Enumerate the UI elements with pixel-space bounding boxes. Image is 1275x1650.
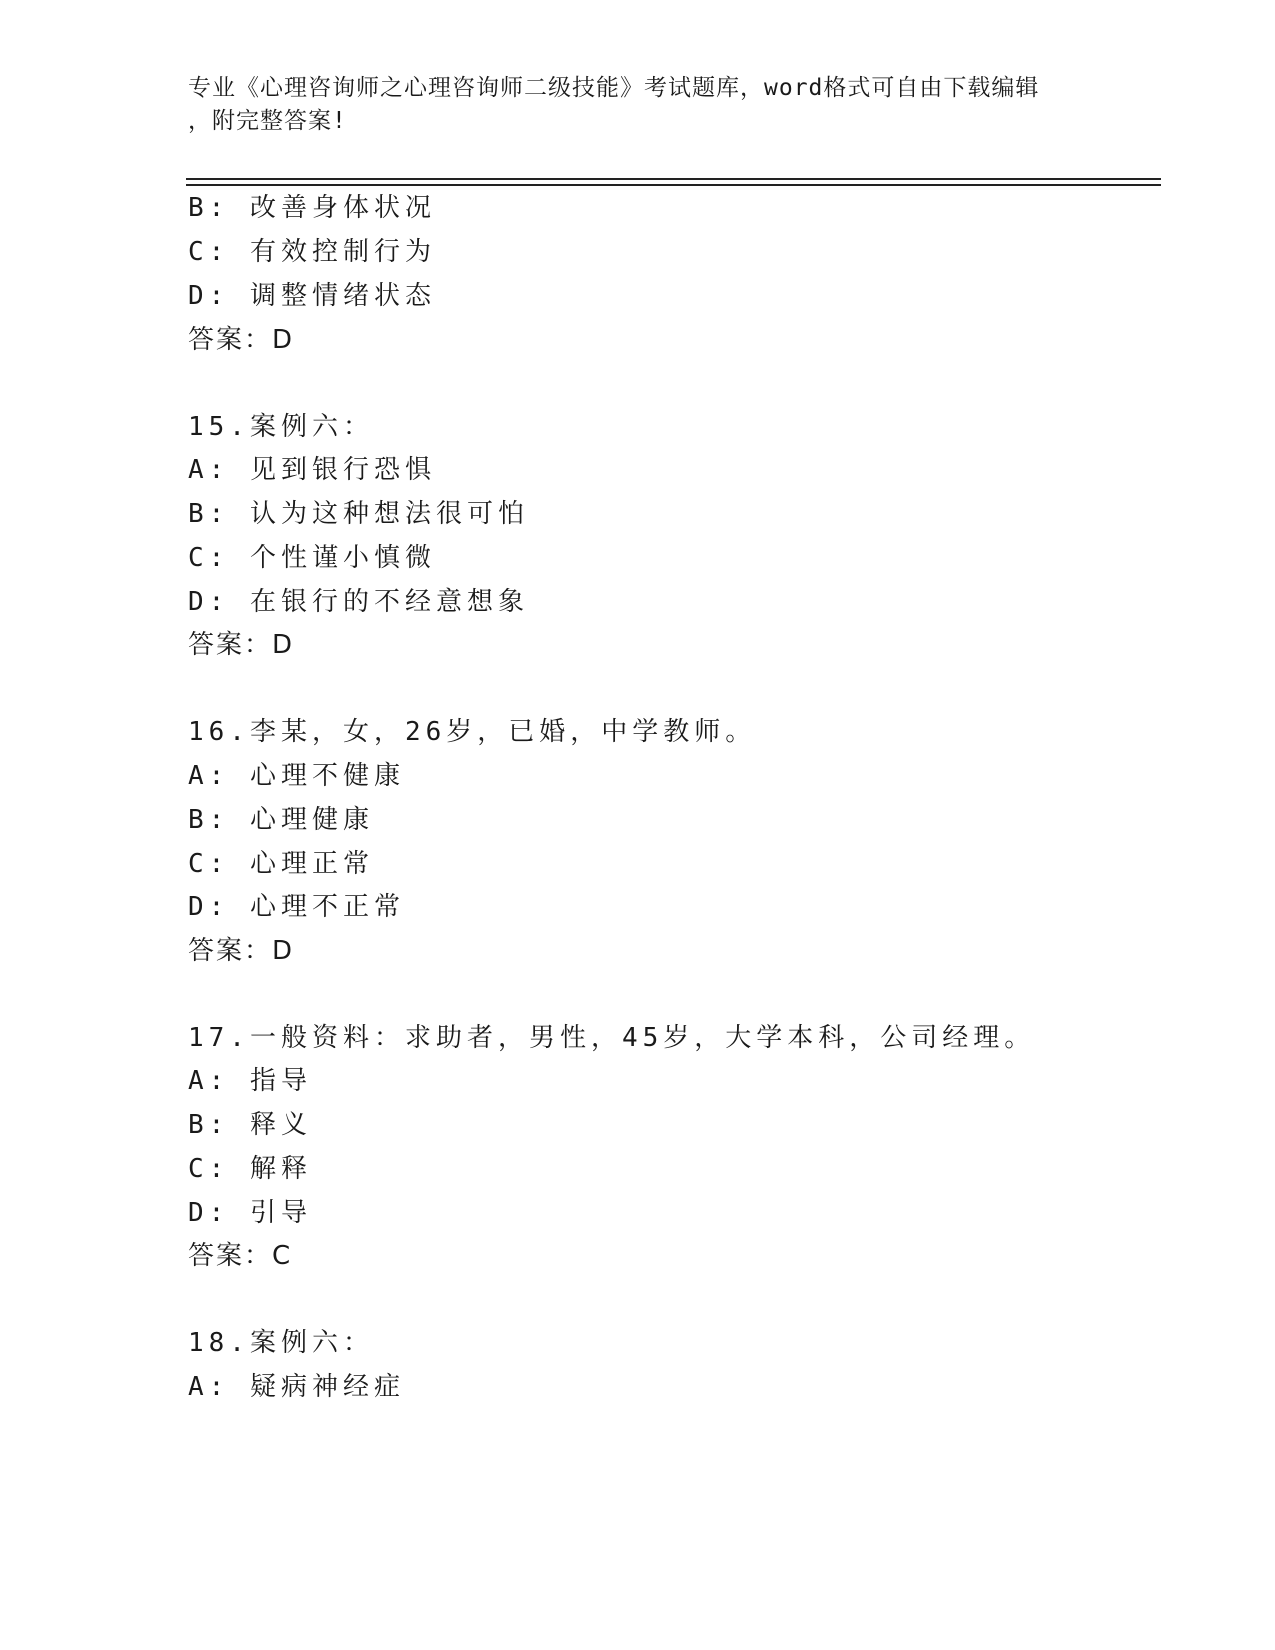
q18-question: 18.案例六： bbox=[188, 1328, 374, 1358]
q15-option-d: D: 在银行的不经意想象 bbox=[188, 587, 529, 617]
q17-option-c: C: 解释 bbox=[188, 1154, 312, 1184]
q15-question: 15.案例六： bbox=[188, 412, 374, 442]
header-divider-bottom bbox=[186, 184, 1161, 186]
q14-answer: 答案：D bbox=[188, 325, 295, 355]
header-line-1: 专业《心理咨询师之心理咨询师二级技能》考试题库，word格式可自由下载编辑 bbox=[188, 75, 1040, 101]
q18-option-a: A: 疑病神经症 bbox=[188, 1372, 405, 1402]
q16-option-a: A: 心理不健康 bbox=[188, 761, 405, 791]
q15-option-c: C: 个性谨小慎微 bbox=[188, 543, 436, 573]
q16-option-b: B: 心理健康 bbox=[188, 805, 374, 835]
document-header bbox=[188, 72, 1088, 138]
q16-option-d: D: 心理不正常 bbox=[188, 892, 405, 922]
q15-option-b: B: 认为这种想法很可怕 bbox=[188, 499, 529, 529]
q14-option-d: D: 调整情绪状态 bbox=[188, 281, 436, 311]
q17-answer: 答案：C bbox=[188, 1241, 293, 1271]
q16-option-c: C: 心理正常 bbox=[188, 849, 374, 879]
q17-option-d: D: 引导 bbox=[188, 1198, 312, 1228]
q14-option-c: C: 有效控制行为 bbox=[188, 237, 436, 267]
q17-option-b: B: 释义 bbox=[188, 1110, 312, 1140]
q17-option-a: A: 指导 bbox=[188, 1066, 312, 1096]
q15-answer: 答案：D bbox=[188, 630, 295, 660]
q17-question: 17.一般资料：求助者，男性，45岁，大学本科，公司经理。 bbox=[188, 1023, 1036, 1053]
q16-answer: 答案：D bbox=[188, 936, 295, 966]
q16-question: 16.李某，女，26岁，已婚，中学教师。 bbox=[188, 717, 757, 747]
header-line-2: ，附完整答案! bbox=[188, 108, 347, 134]
q14-option-b: B: 改善身体状况 bbox=[188, 193, 436, 223]
header-divider-top bbox=[186, 178, 1161, 180]
q15-option-a: A: 见到银行恐惧 bbox=[188, 455, 436, 485]
